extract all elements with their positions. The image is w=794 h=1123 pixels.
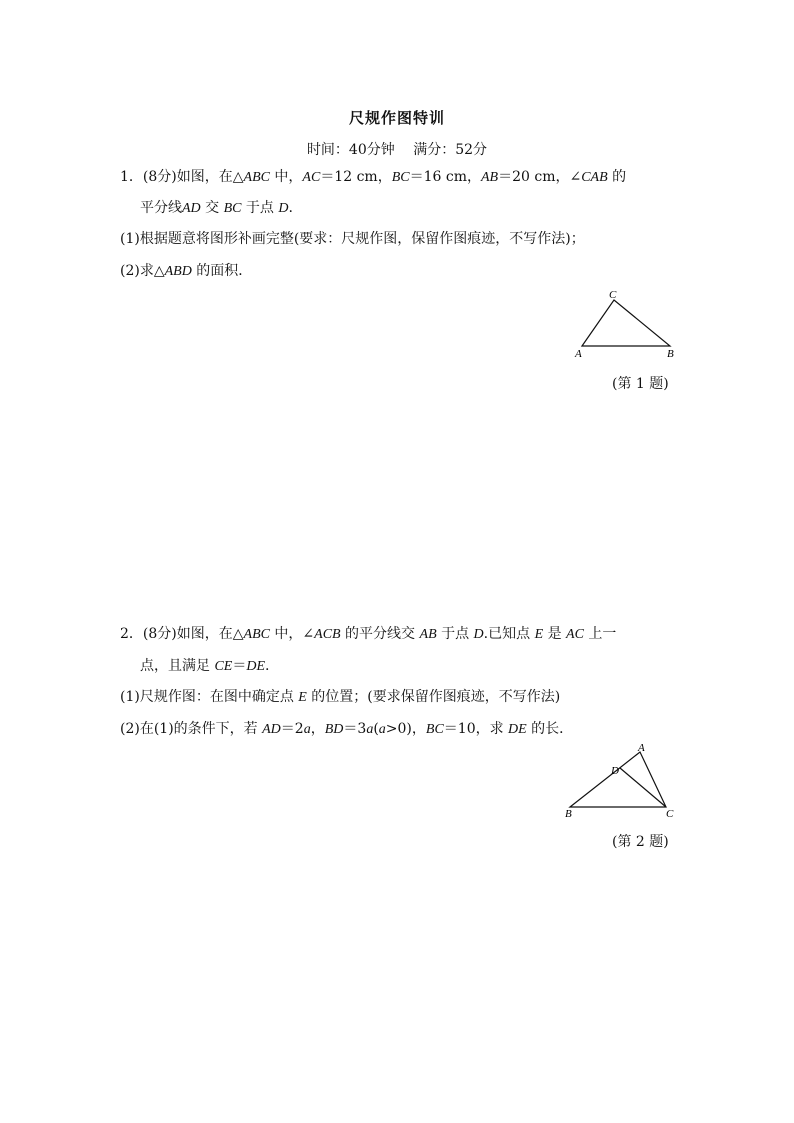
q2-text: 是: [543, 626, 567, 642]
q2-text: 的平分线交: [340, 626, 420, 642]
q1-var: BC: [391, 170, 410, 185]
q2-text: 上一: [583, 626, 617, 642]
exam-meta: [0, 139, 794, 159]
label-c: C: [666, 808, 674, 820]
q2-var: AD: [262, 722, 281, 737]
q2-text: 2．(8分)如图，在△: [120, 626, 244, 642]
q2-var: a: [303, 722, 311, 737]
label-b: B: [565, 808, 572, 820]
q1-triangle-figure: [570, 288, 680, 363]
q1-caption: (第 1 题): [612, 376, 669, 392]
q2-part2: [120, 718, 573, 738]
q1-text: 平分线: [140, 200, 182, 216]
q1-var: AC: [302, 170, 321, 185]
q2-text: ＝2: [280, 721, 304, 737]
q1-text: 的面积．: [191, 263, 253, 279]
q1-text: (2)求△: [120, 263, 165, 279]
q1-var: AD: [182, 201, 201, 216]
q2-var: E: [298, 690, 307, 705]
label-a: A: [575, 348, 582, 360]
q2-var: AC: [566, 627, 584, 642]
q1-var: CAB: [581, 170, 608, 185]
q1-part2: [120, 260, 252, 280]
q2-text: 于点: [436, 626, 474, 642]
q2-var: D: [473, 627, 484, 642]
q2-caption: (第 2 题): [612, 834, 669, 850]
q2-text: ＝3: [343, 721, 367, 737]
q1-var: ABC: [243, 170, 270, 185]
q1-text: 1．(8分)如图，在△: [120, 169, 244, 185]
q2-var: ABC: [243, 627, 270, 642]
q1-var: ABD: [164, 264, 192, 279]
q1-text: 的: [607, 169, 627, 185]
triangle-abc: [582, 300, 670, 346]
q2-text: ＝: [232, 658, 247, 674]
label-c: C: [609, 289, 617, 301]
q2-text: 点，且满足: [140, 658, 215, 674]
q1-text: 中，: [269, 169, 303, 185]
q2-stem-line2: [140, 655, 269, 675]
q2-text: .: [265, 658, 270, 674]
q1-stem-line1: [120, 166, 626, 186]
q2-var: BC: [425, 722, 444, 737]
q2-var: BD: [324, 722, 344, 737]
q2-var: DE: [508, 722, 527, 737]
q2-text: ＝10，求: [443, 721, 509, 737]
q2-text: .已知点: [483, 626, 535, 642]
q2-text: (: [373, 721, 379, 737]
bisector-cd: [620, 768, 666, 807]
full-score: 满分：52分: [413, 142, 488, 158]
q1-text: .: [288, 200, 293, 216]
q1-var: AB: [480, 170, 499, 185]
q2-text: 的长．: [526, 721, 574, 737]
time-limit: 时间：40分钟: [306, 142, 395, 158]
q2-var: a: [366, 722, 374, 737]
q2-text: ，: [310, 721, 325, 737]
q2-stem-line1: [120, 623, 616, 643]
q2-text: 的位置；(要求保留作图痕迹，不写作法): [306, 689, 561, 705]
label-a: A: [638, 742, 645, 754]
q2-text: >0)，: [385, 721, 426, 737]
q2-part1: [120, 686, 560, 706]
q2-var: DE: [246, 659, 266, 674]
q2-text: 中，∠: [269, 626, 315, 642]
label-d: D: [611, 765, 619, 777]
q2-var: ACB: [314, 627, 341, 642]
q1-var: BC: [223, 201, 242, 216]
q1-part1: (1)根据题意将图形补画完整(要求：尺规作图，保留作图痕迹，不写作法)；: [120, 231, 585, 247]
q2-var: E: [534, 627, 544, 642]
q1-text: ＝16 cm，: [409, 169, 481, 185]
q2-text: (2)在(1)的条件下，若: [120, 721, 263, 737]
triangle-abc: [570, 752, 666, 807]
page-title: 尺规作图特训: [348, 109, 445, 127]
q1-text: ＝20 cm，∠: [498, 169, 582, 185]
q1-text: ＝12 cm，: [320, 169, 392, 185]
q1-text: 于点: [241, 200, 279, 216]
q1-text: 交: [200, 200, 224, 216]
q2-text: (1)尺规作图：在图中确定点: [120, 689, 299, 705]
label-b: B: [667, 348, 674, 360]
q2-triangle-figure: [560, 742, 680, 822]
q2-var: CE: [214, 659, 233, 674]
q2-var: a: [378, 722, 386, 737]
q1-stem-line2: [140, 197, 293, 217]
q1-var: D: [278, 201, 289, 216]
q2-var: AB: [419, 627, 437, 642]
